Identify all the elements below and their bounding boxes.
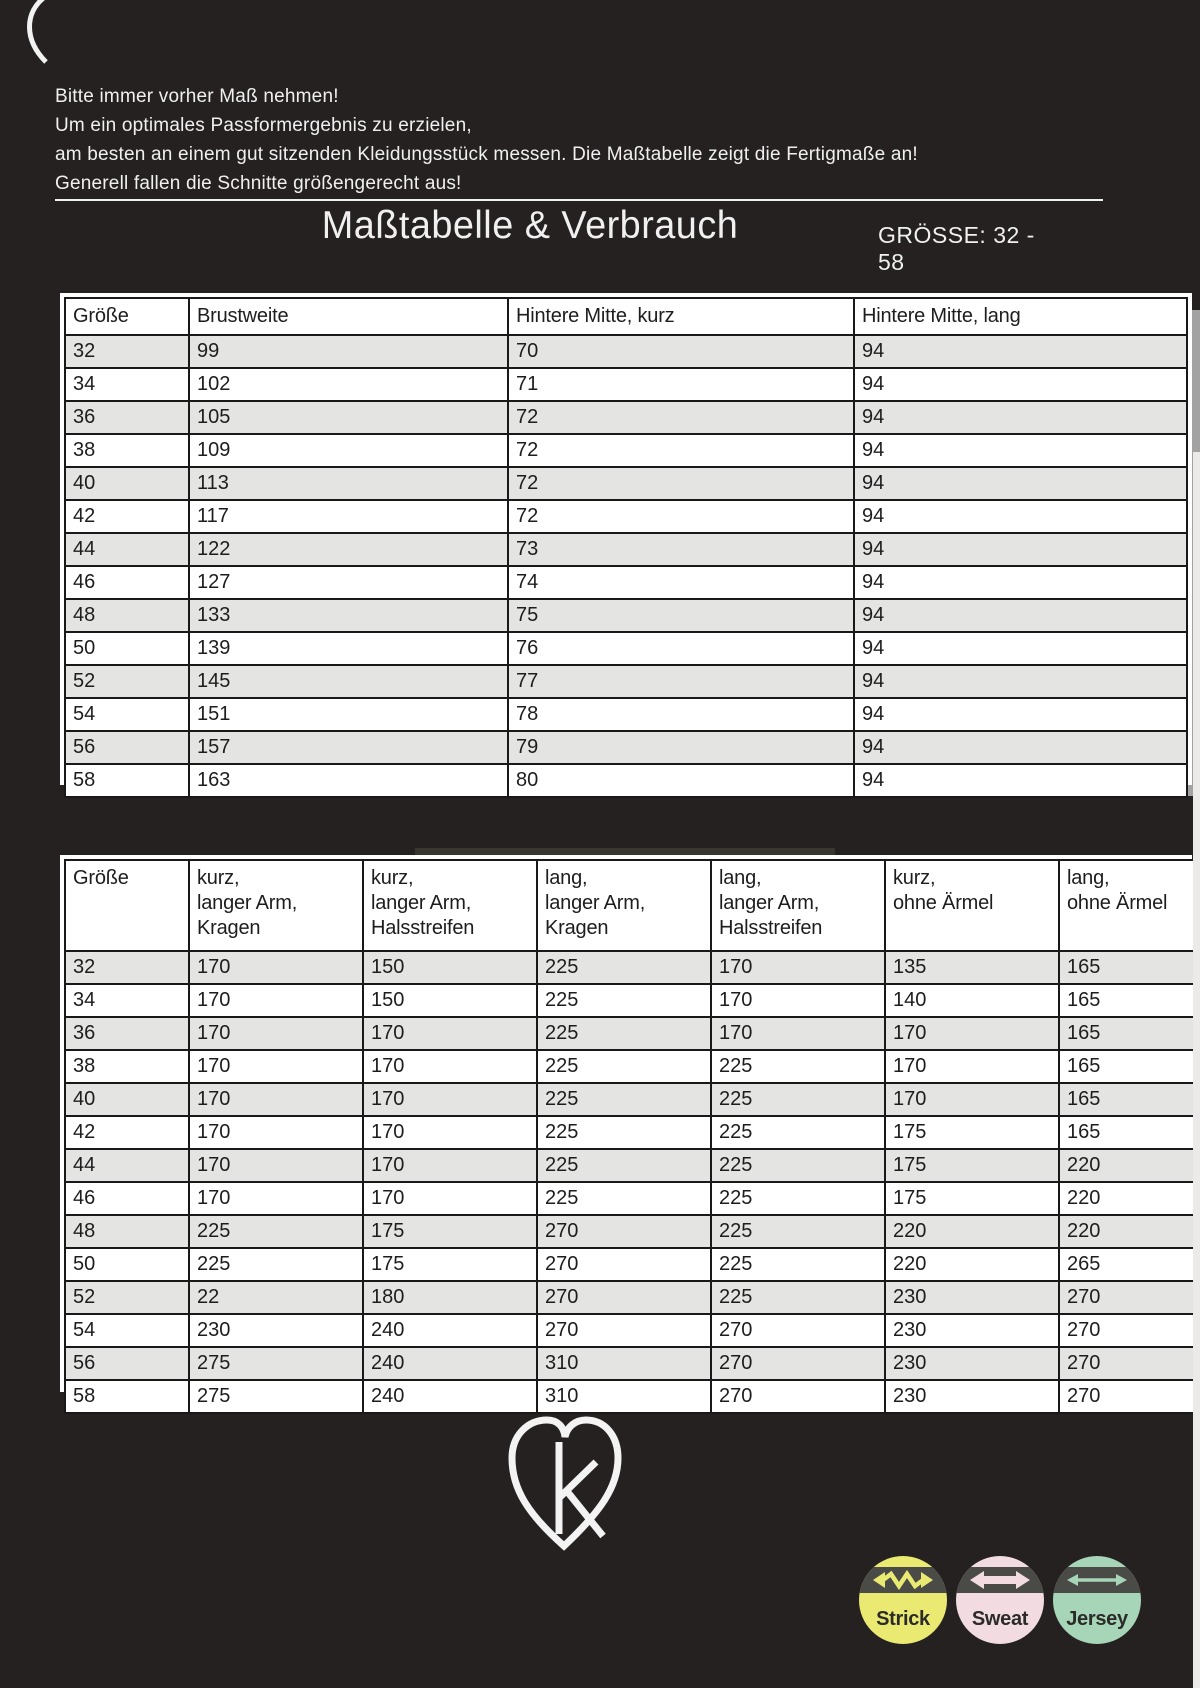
table-row [65,1281,1200,1314]
table-cell: 127 [189,566,508,599]
badge-label: Jersey [1066,1608,1128,1630]
table-cell: 270 [537,1314,711,1347]
table-cell: 165 [1059,1050,1200,1083]
table-cell: 170 [363,1050,537,1083]
table-cell: 240 [363,1314,537,1347]
table-cell: 32 [65,951,189,984]
table-cell: 48 [65,1215,189,1248]
table-cell: 133 [189,599,508,632]
table-cell: 72 [508,500,854,533]
measurement-table-panel [60,293,1192,791]
table-cell: 170 [363,1149,537,1182]
table-cell: 22 [189,1281,363,1314]
intro-line: Bitte immer vorher Maß nehmen! [55,86,339,107]
table-cell: 32 [65,335,189,368]
intro-line: am besten an einem gut sitzenden Kleidungsstück messen. Die Maßtabelle zeigt die Fertigmaße an! [55,144,918,165]
table-cell: 165 [1059,1116,1200,1149]
table-cell: 50 [65,632,189,665]
measurement-table [64,297,1188,798]
column-header: Brustweite [189,298,508,335]
table-cell: 74 [508,566,854,599]
table-row [65,533,1187,566]
page-title: Maßtabelle & Verbrauch [321,204,739,247]
fabric-consumption-table-panel [60,855,1192,1407]
table-row [65,1215,1200,1248]
table-cell: 270 [711,1380,885,1413]
table-cell: 56 [65,731,189,764]
table-cell: 170 [885,1050,1059,1083]
table-cell: 225 [537,951,711,984]
table-cell: 44 [65,1149,189,1182]
table-row [65,401,1187,434]
table-row [65,467,1187,500]
table-cell: 220 [1059,1215,1200,1248]
table-row [65,1083,1200,1116]
table-cell: 240 [363,1380,537,1413]
table-cell: 44 [65,533,189,566]
table-cell: 77 [508,665,854,698]
column-header: lang, ohne Ärmel [1059,860,1200,951]
table-row [65,1182,1200,1215]
page-edge-strip [1193,452,1200,1688]
column-header: Hintere Mitte, lang [854,298,1187,335]
table-cell: 270 [537,1215,711,1248]
table-cell: 175 [363,1248,537,1281]
table-cell: 71 [508,368,854,401]
table-cell: 170 [363,1083,537,1116]
table-cell: 94 [854,434,1187,467]
badge-label: Strick [876,1608,930,1630]
table-cell: 170 [189,1149,363,1182]
table-cell: 78 [508,698,854,731]
table-cell: 113 [189,467,508,500]
table-cell: 80 [508,764,854,797]
table-row [65,951,1200,984]
table-cell: 170 [363,1017,537,1050]
table-row [65,434,1187,467]
table-cell: 225 [711,1281,885,1314]
table-row [65,1380,1200,1413]
table-cell: 94 [854,665,1187,698]
table-cell: 265 [1059,1248,1200,1281]
table-cell: 58 [65,1380,189,1413]
table-row [65,1314,1200,1347]
table-cell: 225 [537,1182,711,1215]
table-cell: 94 [854,533,1187,566]
table-cell: 225 [711,1215,885,1248]
table-cell: 34 [65,984,189,1017]
table-row [65,500,1187,533]
intro-line: Generell fallen die Schnitte größengerecht aus! [55,173,462,194]
table-cell: 94 [854,698,1187,731]
table-cell: 310 [537,1347,711,1380]
table-cell: 58 [65,764,189,797]
table-cell: 225 [537,1116,711,1149]
table-row [65,566,1187,599]
table-cell: 275 [189,1380,363,1413]
table-cell: 94 [854,632,1187,665]
table-cell: 225 [189,1215,363,1248]
header-row [65,298,1187,335]
table-cell: 151 [189,698,508,731]
table-cell: 175 [885,1116,1059,1149]
table-cell: 52 [65,1281,189,1314]
table-cell: 42 [65,1116,189,1149]
size-range-label: GRÖSSE: 32 - 58 [878,222,1035,275]
table-cell: 270 [537,1281,711,1314]
table-cell: 40 [65,467,189,500]
table-cell: 270 [711,1314,885,1347]
table-cell: 225 [711,1116,885,1149]
table-cell: 170 [189,1050,363,1083]
table-cell: 36 [65,1017,189,1050]
table-cell: 46 [65,566,189,599]
table-cell: 225 [711,1149,885,1182]
table-cell: 170 [189,1017,363,1050]
table-cell: 225 [537,1083,711,1116]
table-cell: 175 [885,1149,1059,1182]
table-cell: 70 [508,335,854,368]
table-cell: 34 [65,368,189,401]
table-cell: 38 [65,434,189,467]
table-cell: 170 [363,1116,537,1149]
table-row [65,1248,1200,1281]
table-cell: 40 [65,1083,189,1116]
table-cell: 165 [1059,951,1200,984]
table-cell: 94 [854,401,1187,434]
table-cell: 225 [537,984,711,1017]
table-cell: 310 [537,1380,711,1413]
table-row [65,764,1187,797]
table-cell: 94 [854,566,1187,599]
table-cell: 230 [885,1380,1059,1413]
table-cell: 163 [189,764,508,797]
table-cell: 270 [711,1347,885,1380]
table-cell: 105 [189,401,508,434]
table-row [65,335,1187,368]
table-cell: 270 [1059,1281,1200,1314]
table-cell: 175 [885,1182,1059,1215]
table-cell: 220 [1059,1182,1200,1215]
table-cell: 73 [508,533,854,566]
column-header: Hintere Mitte, kurz [508,298,854,335]
table-row [65,1017,1200,1050]
column-header: kurz, langer Arm, Halsstreifen [363,860,537,951]
table-cell: 76 [508,632,854,665]
table-cell: 180 [363,1281,537,1314]
table-cell: 157 [189,731,508,764]
table-cell: 225 [711,1248,885,1281]
table-row [65,599,1187,632]
badge-band [859,1567,947,1593]
table-cell: 165 [1059,984,1200,1017]
table-row [65,632,1187,665]
table-cell: 122 [189,533,508,566]
table-row [65,1347,1200,1380]
table-row [65,1050,1200,1083]
table-cell: 165 [1059,1083,1200,1116]
table-cell: 170 [363,1182,537,1215]
table-cell: 42 [65,500,189,533]
table-cell: 109 [189,434,508,467]
table-cell: 94 [854,467,1187,500]
column-header: Größe [65,860,189,951]
table-cell: 220 [1059,1149,1200,1182]
table-cell: 38 [65,1050,189,1083]
table-cell: 56 [65,1347,189,1380]
table-cell: 170 [189,984,363,1017]
table-cell: 165 [1059,1017,1200,1050]
table-cell: 225 [711,1182,885,1215]
table-cell: 94 [854,599,1187,632]
column-header: lang, langer Arm, Halsstreifen [711,860,885,951]
table-cell: 139 [189,632,508,665]
thin-double-arrow-icon [1066,1570,1128,1590]
table-cell: 46 [65,1182,189,1215]
table-cell: 54 [65,698,189,731]
badge-band [1053,1567,1141,1593]
heart-k-logo [500,1408,628,1556]
table-cell: 170 [711,984,885,1017]
table-cell: 79 [508,731,854,764]
table-cell: 52 [65,665,189,698]
column-header: lang, langer Arm, Kragen [537,860,711,951]
table-cell: 36 [65,401,189,434]
table-row [65,698,1187,731]
table-cell: 275 [189,1347,363,1380]
table-cell: 230 [885,1314,1059,1347]
table-cell: 230 [885,1281,1059,1314]
table-cell: 135 [885,951,1059,984]
table-row [65,984,1200,1017]
table-cell: 170 [885,1017,1059,1050]
table-cell: 75 [508,599,854,632]
table-cell: 230 [885,1347,1059,1380]
table-cell: 170 [711,1017,885,1050]
column-header: Größe [65,298,189,335]
table-cell: 99 [189,335,508,368]
corner-curve-decoration [16,0,60,68]
column-header: kurz, langer Arm, Kragen [189,860,363,951]
table-row [65,731,1187,764]
intro-text [55,82,918,198]
table-cell: 225 [537,1149,711,1182]
badge-strick [859,1556,947,1644]
intro-line: Um ein optimales Passformergebnis zu erzielen, [55,115,472,136]
table-cell: 150 [363,951,537,984]
table-row [65,368,1187,401]
badge-sweat [956,1556,1044,1644]
thick-double-arrow-icon [969,1570,1031,1590]
table-cell: 94 [854,500,1187,533]
badge-label: Sweat [971,1608,1029,1630]
table-cell: 145 [189,665,508,698]
table-cell: 50 [65,1248,189,1281]
table-cell: 225 [711,1083,885,1116]
table-cell: 270 [1059,1314,1200,1347]
table-cell: 170 [189,1083,363,1116]
table-cell: 270 [537,1248,711,1281]
table-cell: 72 [508,467,854,500]
table-cell: 170 [189,1182,363,1215]
table-cell: 220 [885,1248,1059,1281]
divider-rule [55,199,1103,201]
table-cell: 72 [508,434,854,467]
table-cell: 225 [537,1050,711,1083]
wavy-double-arrow-icon [872,1570,934,1590]
badge-band [956,1567,1044,1593]
table-cell: 170 [189,1116,363,1149]
table-row [65,1116,1200,1149]
table-row [65,1149,1200,1182]
table-cell: 72 [508,401,854,434]
table-cell: 117 [189,500,508,533]
table-cell: 170 [189,951,363,984]
table-cell: 140 [885,984,1059,1017]
fabric-consumption-table [64,859,1200,1414]
table-cell: 170 [711,951,885,984]
badge-jersey [1053,1556,1141,1644]
table-cell: 270 [1059,1347,1200,1380]
column-header: kurz, ohne Ärmel [885,860,1059,951]
table-cell: 94 [854,731,1187,764]
table-row [65,665,1187,698]
table-cell: 94 [854,335,1187,368]
table-cell: 94 [854,764,1187,797]
table-cell: 225 [537,1017,711,1050]
table-cell: 170 [885,1083,1059,1116]
table-cell: 150 [363,984,537,1017]
table-cell: 220 [885,1215,1059,1248]
table-cell: 94 [854,368,1187,401]
table-cell: 102 [189,368,508,401]
table-cell: 240 [363,1347,537,1380]
table-cell: 230 [189,1314,363,1347]
table-cell: 225 [189,1248,363,1281]
table-cell: 175 [363,1215,537,1248]
table-cell: 225 [711,1050,885,1083]
table-cell: 48 [65,599,189,632]
table-cell: 54 [65,1314,189,1347]
table-cell: 270 [1059,1380,1200,1413]
header-row [65,860,1200,951]
